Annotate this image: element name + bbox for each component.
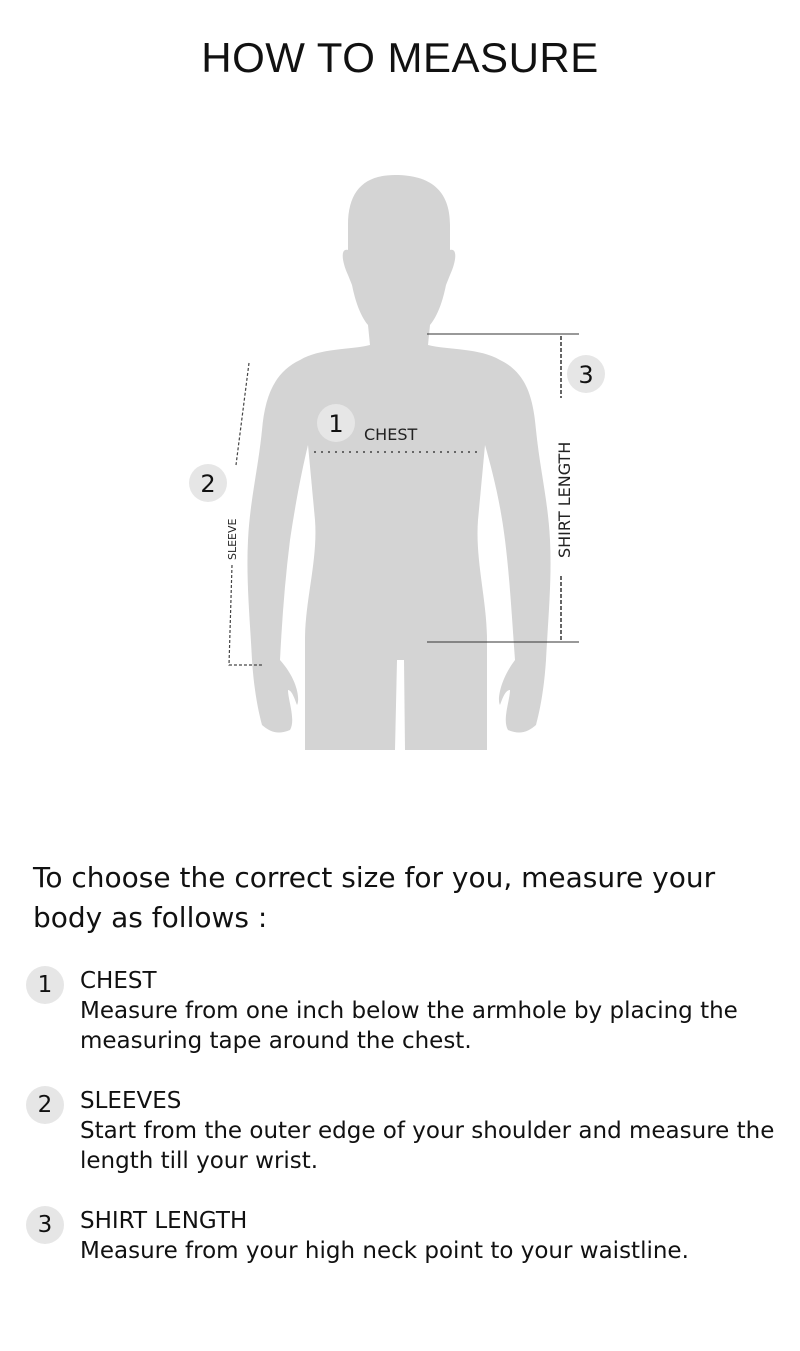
sleeve-marker-number: 2 [200,470,216,498]
shirt-length-label: SHIRT LENGTH [555,441,574,558]
step-description: Measure from one inch below the armhole by placing the measuring tape around the chest. [80,998,738,1054]
sleeve-label: SLEEVE [226,518,239,560]
step-number-badge: 3 [26,1206,64,1244]
step-number-badge: 1 [26,966,64,1004]
sleeve-measure-line [236,363,249,465]
page-title: HOW TO MEASURE [201,34,599,81]
step-number-badge: 2 [26,1086,64,1124]
intro-text: To choose the correct size for you, measure your body as follows : [33,861,716,934]
step-description: Start from the outer edge of your shoulder and measure the length till your wrist. [80,1118,775,1174]
shirt-length-marker-number: 3 [578,361,594,389]
step-title: SHIRT LENGTH [80,1208,248,1234]
step-description: Measure from your high neck point to your waistline. [80,1238,689,1264]
body-silhouette [247,175,550,750]
step-title: SLEEVES [80,1088,182,1114]
step-title: CHEST [80,968,157,994]
chest-label: CHEST [364,425,418,444]
chest-marker-number: 1 [328,410,344,438]
